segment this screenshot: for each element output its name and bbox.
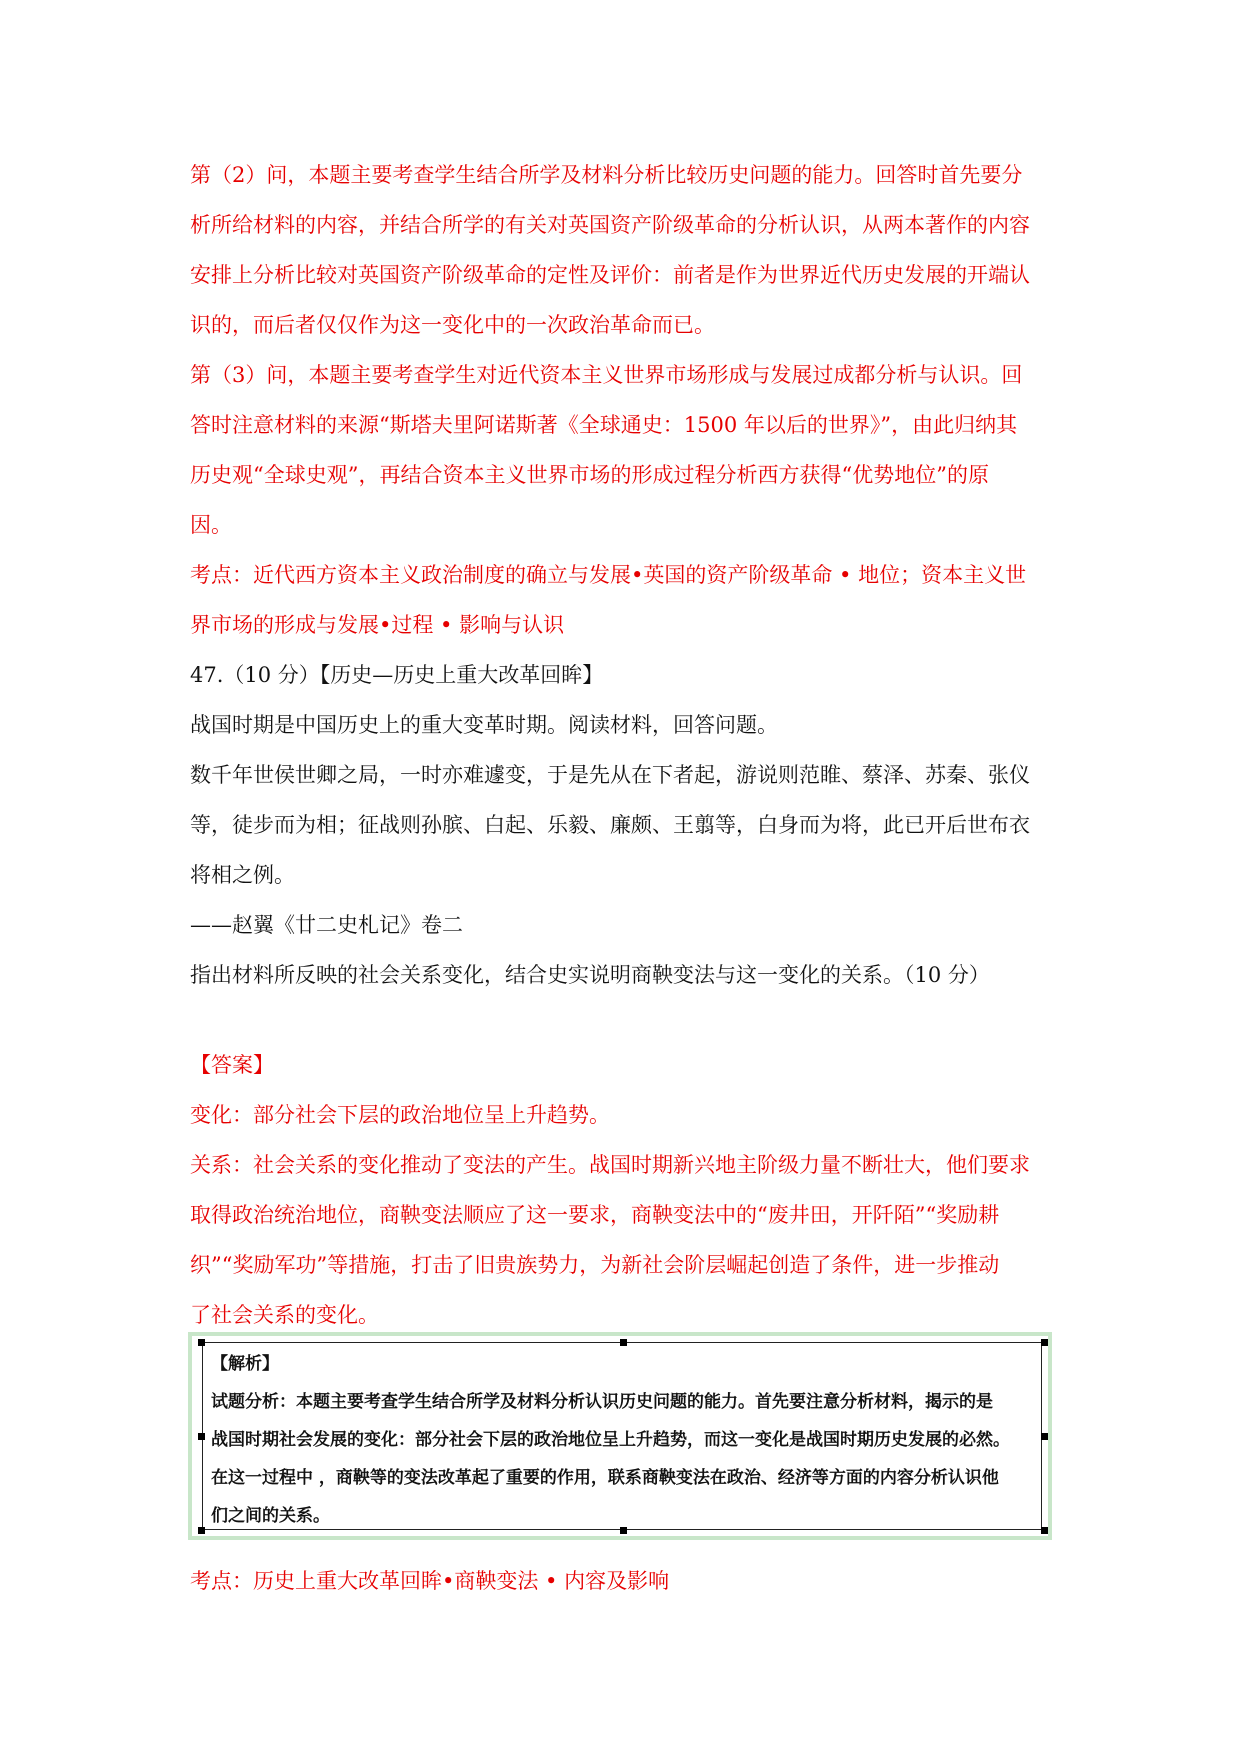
analysis-line: 第（3）问，本题主要考查学生对近代资本主义世界市场形成与发展过成都分析与认识。回 bbox=[190, 363, 1023, 387]
analysis-image-box bbox=[188, 1332, 1052, 1540]
resize-handle[interactable] bbox=[1041, 1433, 1048, 1440]
analysis-box-line: 在这一过程中 ，商鞅等的变法改革起了重要的作用，联系商鞅变法在政治、经济等方面的内容分析认识他 bbox=[211, 1468, 999, 1488]
answer-line: 取得政治统治地位，商鞅变法顺应了这一要求，商鞅变法中的“废井田，开阡陌”“奖励耕 bbox=[190, 1203, 1000, 1227]
material-source: ——赵翼《廿二史札记》卷二 bbox=[190, 913, 463, 937]
analysis-line: 析所给材料的内容，并结合所学的有关对英国资产阶级革命的分析认识，从两本著作的内容 bbox=[190, 213, 1030, 237]
analysis-box-line: 们之间的关系。 bbox=[211, 1506, 330, 1526]
analysis-line: 答时注意材料的来源“斯塔夫里阿诺斯著《全球通史：1500 年以后的世界》”，由此归纳其 bbox=[190, 413, 1018, 437]
question-prompt: 指出材料所反映的社会关系变化，结合史实说明商鞅变法与这一变化的关系。（10 分） bbox=[190, 963, 990, 987]
resize-handle[interactable] bbox=[198, 1433, 205, 1440]
analysis-line: 安排上分析比较对英国资产阶级革命的定性及评价：前者是作为世界近代历史发展的开端认 bbox=[190, 263, 1030, 287]
answer-line: 关系：社会关系的变化推动了变法的产生。战国时期新兴地主阶级力量不断壮大，他们要求 bbox=[190, 1153, 1030, 1177]
resize-handle[interactable] bbox=[198, 1339, 205, 1346]
question-line: 战国时期是中国历史上的重大变革时期。阅读材料，回答问题。 bbox=[190, 713, 778, 737]
analysis-box-line: 试题分析：本题主要考查学生结合所学及材料分析认识历史问题的能力。首先要注意分析材料，揭示的是 bbox=[211, 1392, 993, 1412]
resize-handle[interactable] bbox=[620, 1527, 627, 1534]
analysis-line: 第（2）问，本题主要考查学生结合所学及材料分析比较历史问题的能力。回答时首先要分 bbox=[190, 163, 1023, 187]
kaodian-final: 考点：历史上重大改革回眸•商鞅变法 • 内容及影响 bbox=[190, 1569, 670, 1593]
kaodian-line: 界市场的形成与发展•过程 • 影响与认识 bbox=[190, 613, 565, 637]
resize-handle[interactable] bbox=[1041, 1527, 1048, 1534]
analysis-box-line: 战国时期社会发展的变化：部分社会下层的政治地位呈上升趋势，而这一变化是战国时期历史发展的必然。 bbox=[211, 1430, 1010, 1450]
analysis-heading: 【解析】 bbox=[211, 1354, 279, 1374]
answer-line: 变化：部分社会下层的政治地位呈上升趋势。 bbox=[190, 1103, 610, 1127]
analysis-line: 识的，而后者仅仅作为这一变化中的一次政治革命而已。 bbox=[190, 313, 715, 337]
material-line: 等，徒步而为相；征战则孙膑、白起、乐毅、廉颇、王翦等，白身而为将，此已开后世布衣 bbox=[190, 813, 1030, 837]
kaodian-line: 考点：近代西方资本主义政治制度的确立与发展•英国的资产阶级革命 • 地位；资本主义世 bbox=[190, 563, 1027, 587]
answer-line: 织”“奖励军功”等措施，打击了旧贵族势力，为新社会阶层崛起创造了条件，进一步推动 bbox=[190, 1253, 1000, 1277]
resize-handle[interactable] bbox=[1041, 1339, 1048, 1346]
analysis-line: 历史观“全球史观”，再结合资本主义世界市场的形成过程分析西方获得“优势地位”的原 bbox=[190, 463, 989, 487]
resize-handle[interactable] bbox=[198, 1527, 205, 1534]
analysis-frame bbox=[202, 1342, 1042, 1530]
resize-handle[interactable] bbox=[620, 1339, 627, 1346]
question-title: 47.（10 分）【历史—历史上重大改革回眸】 bbox=[190, 663, 604, 687]
answer-line: 了社会关系的变化。 bbox=[190, 1303, 379, 1327]
material-line: 将相之例。 bbox=[190, 863, 295, 887]
analysis-line: 因。 bbox=[190, 513, 232, 537]
answer-heading: 【答案】 bbox=[190, 1053, 274, 1077]
material-line: 数千年世侯世卿之局，一时亦难遽变，于是先从在下者起，游说则范睢、蔡泽、苏秦、张仪 bbox=[190, 763, 1030, 787]
